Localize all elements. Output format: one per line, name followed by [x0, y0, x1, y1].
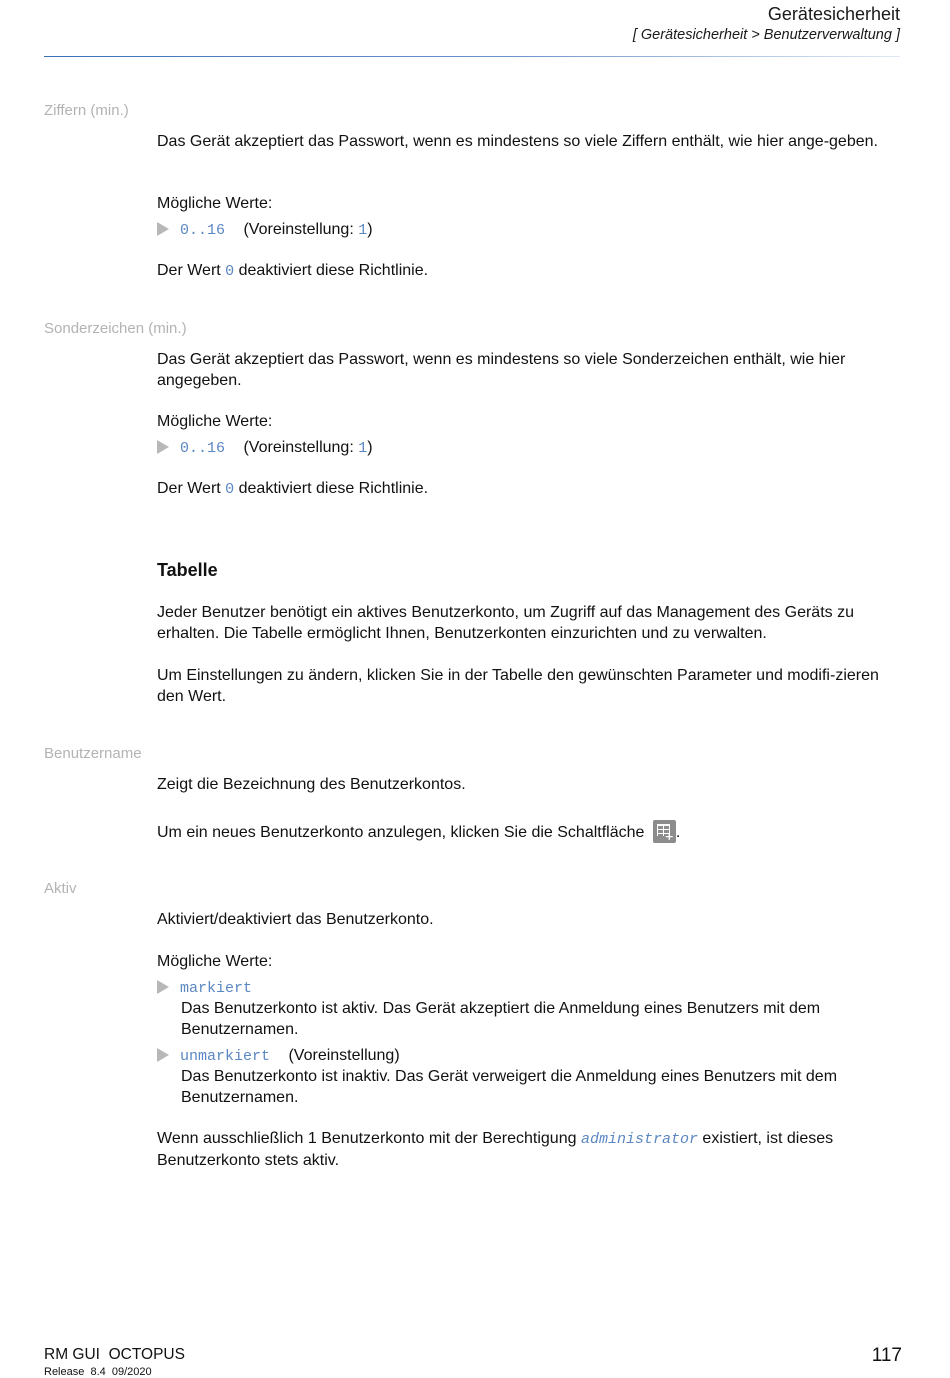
- ziffern-value-item: [157, 219, 373, 241]
- aktiv-option-2-description: Das Benutzerkonto ist inaktiv. Das Gerät verweigert die Anmeldung eines Benutzers mit dem Benutzernamen.: [181, 1068, 838, 1106]
- triangle-bullet-icon: [157, 980, 169, 994]
- param-label-sonderzeichen: Sonderzeichen (min.): [44, 320, 187, 337]
- aktiv-note-prefix: Wenn ausschließlich 1 Benutzerkonto mit der Berechtigung: [157, 1130, 581, 1147]
- section-heading-tabelle: Tabelle: [157, 560, 218, 580]
- benutzername-add-text: Um ein neues Benutzerkonto anzulegen, klicken Sie die Schaltfläche: [157, 824, 649, 841]
- breadcrumb: [ Gerätesicherheit > Benutzerverwaltung ]: [632, 27, 900, 43]
- param-label-ziffern: Ziffern (min.): [44, 102, 129, 119]
- triangle-bullet-icon: [157, 222, 169, 236]
- ziffern-note: [157, 260, 902, 282]
- aktiv-option-markiert: [157, 977, 252, 999]
- sonderzeichen-value-item: [157, 437, 373, 459]
- page-number: 117: [871, 1345, 902, 1366]
- aktiv-note: [157, 1128, 902, 1171]
- sonderzeichen-note-prefix: Der Wert: [157, 480, 226, 497]
- ziffern-default-prefix: (Voreinstellung:: [243, 221, 359, 238]
- ziffern-range: 0..16: [180, 222, 226, 239]
- sonderzeichen-values-label: Mögliche Werte:: [157, 413, 273, 430]
- page-title: Gerätesicherheit: [767, 4, 900, 24]
- aktiv-option-2-default: (Voreinstellung): [288, 1047, 400, 1064]
- tabelle-paragraph-1: Jeder Benutzer benötigt ein aktives Benutzerkonto, um Zugriff auf das Management des Geräts zu erhalten. Die Tabelle ermöglicht Ihnen, Benutzerkonten einzurichten und zu verwalten.: [157, 604, 854, 642]
- aktiv-note-suffix: existiert, ist dieses Benutzerkonto stets aktiv.: [157, 1130, 834, 1169]
- footer-release: Release 8.4 09/2020: [44, 1366, 152, 1378]
- footer-product: RM GUI OCTOPUS: [44, 1346, 185, 1363]
- add-table-row-icon: +: [653, 820, 676, 843]
- aktiv-option-1-code: markiert: [180, 980, 253, 997]
- ziffern-default-value: 1: [358, 222, 368, 239]
- aktiv-note-code: administrator: [580, 1131, 698, 1148]
- ziffern-default-suffix: ): [367, 221, 373, 238]
- sonderzeichen-default-value: 1: [358, 440, 368, 457]
- aktiv-description: Aktiviert/deaktiviert das Benutzerkonto.: [157, 911, 434, 928]
- sonderzeichen-note-suffix: deaktiviert diese Richtlinie.: [234, 480, 429, 497]
- benutzername-add-note: [157, 820, 902, 843]
- ziffern-note-value: 0: [225, 263, 235, 280]
- sonderzeichen-default-prefix: (Voreinstellung:: [243, 439, 359, 456]
- ziffern-note-suffix: deaktiviert diese Richtlinie.: [234, 262, 429, 279]
- sonderzeichen-note: [157, 478, 902, 500]
- sonderzeichen-default-suffix: ): [367, 439, 373, 456]
- param-label-aktiv: Aktiv: [44, 880, 77, 897]
- aktiv-option-1-description: Das Benutzerkonto ist aktiv. Das Gerät akzeptiert die Anmeldung eines Benutzers mit dem Benutzernamen.: [181, 1000, 821, 1038]
- aktiv-values-label: Mögliche Werte:: [157, 953, 273, 970]
- sonderzeichen-range: 0..16: [180, 440, 226, 457]
- ziffern-note-prefix: Der Wert: [157, 262, 226, 279]
- aktiv-option-2-code: unmarkiert: [180, 1048, 271, 1065]
- benutzername-description: Zeigt die Bezeichnung des Benutzerkontos.: [157, 776, 466, 793]
- ziffern-description: Das Gerät akzeptiert das Passwort, wenn es mindestens so viele Ziffern enthält, wie hier ange-geben.: [157, 133, 878, 150]
- benutzername-add-suffix: .: [675, 824, 681, 841]
- ziffern-values-label: Mögliche Werte:: [157, 195, 273, 212]
- triangle-bullet-icon: [157, 440, 169, 454]
- param-label-benutzername: Benutzername: [44, 745, 142, 762]
- sonderzeichen-note-value: 0: [225, 481, 235, 498]
- tabelle-paragraph-2: Um Einstellungen zu ändern, klicken Sie in der Tabelle den gewünschten Parameter und modifi-zieren den Wert.: [157, 667, 879, 705]
- triangle-bullet-icon: [157, 1048, 169, 1062]
- sonderzeichen-description: Das Gerät akzeptiert das Passwort, wenn es mindestens so viele Sonderzeichen enthält, wie hier angegeben.: [157, 351, 846, 389]
- header-divider: [44, 56, 900, 57]
- aktiv-option-unmarkiert: [157, 1045, 400, 1067]
